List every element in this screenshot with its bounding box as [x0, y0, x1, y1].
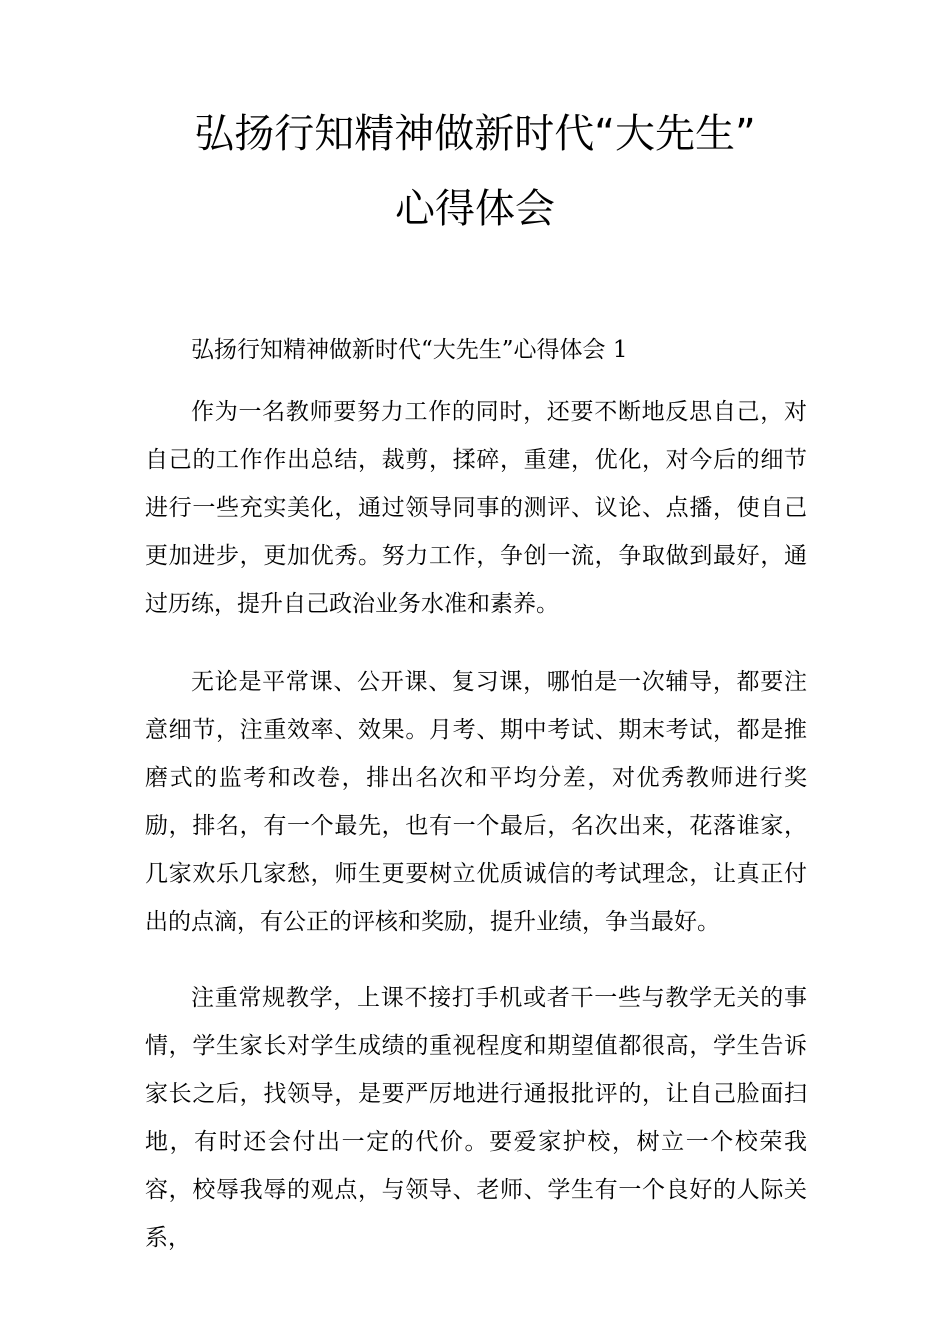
document-title: 弘扬行知精神做新时代“大先生” — [194, 111, 756, 157]
paragraph-1: 作为一名教师要努力工作的同时，还要不断地反思自己，对自己的工作作出总结，裁剪，揉碎，重建，优化，对今后的细节进行一些充实美化，通过领导同事的测评、议论、点播，使自己更加进步，更加优秀。努力工作，争创一流，争取做到最好，通过历练，提升自己政治业务水准和素养。 — [145, 399, 807, 617]
document-title-continued: 心得体会 — [395, 186, 555, 232]
section-heading: 弘扬行知精神做新时代“大先生”心得体会 1 — [191, 337, 628, 363]
paragraph-3: 注重常规教学，上课不接打手机或者干一些与教学无关的事情，学生家长对学生成绩的重视程度和期望值都很高，学生告诉家长之后，找领导，是要严厉地进行通报批评的，让自己脸面扫地，有时还会付出一定的代价。要爱家护校，树立一个校荣我容，校辱我辱的观点，与领导、老师、学生有一个良好的人际关系， — [145, 985, 807, 1251]
paragraph-2: 无论是平常课、公开课、复习课，哪怕是一次辅导，都要注意细节，注重效率、效果。月考、期中考试、期末考试，都是推磨式的监考和改卷，排出名次和平均分差，对优秀教师进行奖励，排名，有一个最先，也有一个最后，名次出来，花落谁家，几家欢乐几家愁，师生更要树立优质诚信的考试理念，让真正付出的点滴，有公正的评核和奖励，提升业绩，争当最好。 — [145, 669, 807, 935]
